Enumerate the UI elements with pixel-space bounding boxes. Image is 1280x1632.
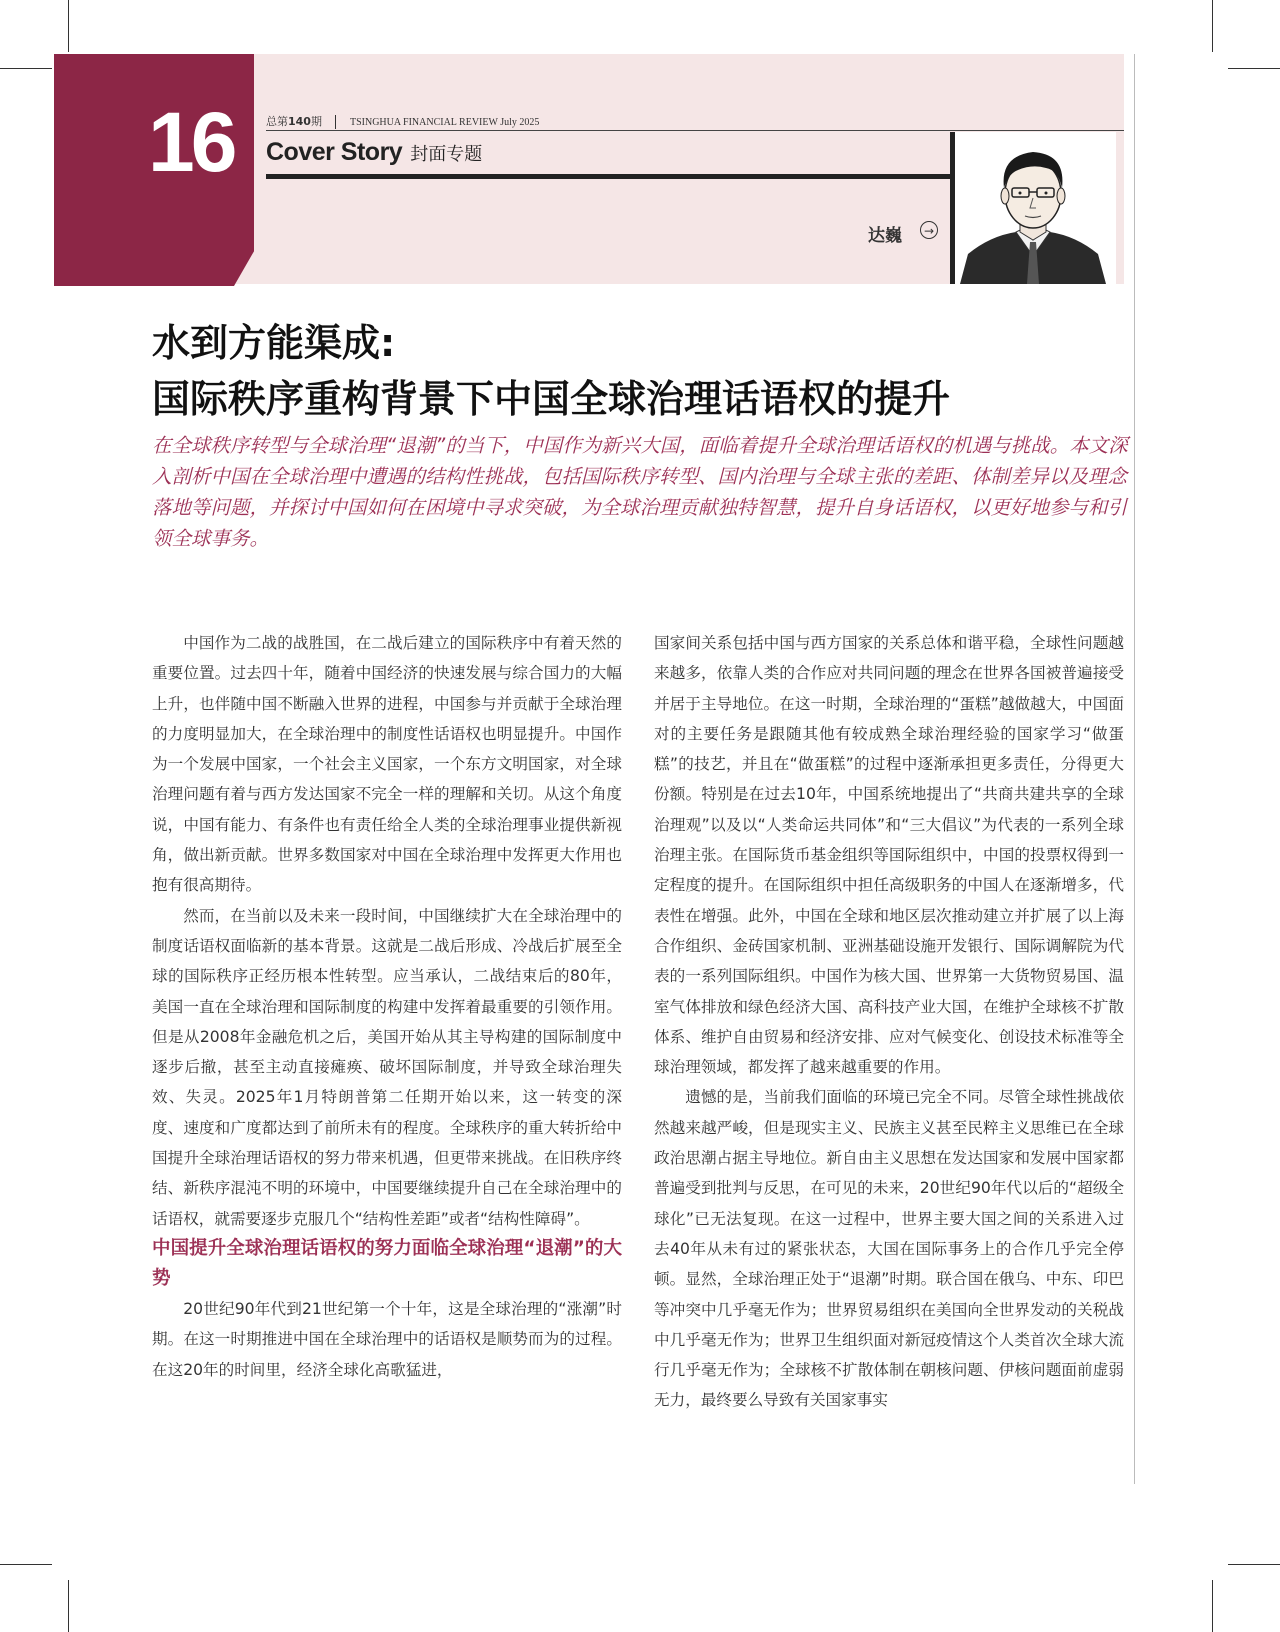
crop-mark [1228,68,1280,69]
issue-separator [335,115,336,129]
body-paragraph: 国家间关系包括中国与西方国家的关系总体和谐平稳，全球性问题越来越多，依靠人类的合作应对共同问题的理念在世界各国被普遍接受并居于主导地位。在这一时期，全球治理的“蛋糕”越做越大，中国面对的主要任务是跟随其他有较成熟全球治理经验的国家学习“做蛋糕”的技艺，并且在“做蛋糕”的过程中逐渐承担更多责任，分得更大份额。特别是在过去10年，中国系统地提出了“共商共建共享的全球治理观”以及以“人类命运共同体”和“三大倡议”为代表的一系列全球治理主张。在国际货币基金组织等国际组织中，中国的投票权得到一定程度的提升。在国际组织中担任高级职务的中国人在逐渐增多，代表性在增强。此外，中国在全球和地区层次推动建立并扩展了以上海合作组织、金砖国家机制、亚洲基础设施开发银行、国际调解院为代表的一系列国际组织。中国作为核大国、世界第一大货物贸易国、温室气体排放和绿色经济大国、高科技产业大国，在维护全球核不扩散体系、维护自由贸易和经济安排、应对气候变化、创设技术标准等全球治理领域，都发挥了越来越重要的作用。 [654,634,1124,1077]
crop-mark [1228,1564,1280,1565]
crop-mark [68,0,69,52]
section-rule [266,174,952,179]
crop-mark [1212,0,1213,52]
portrait-frame-bar [950,132,955,284]
issue-prefix: 总第 [266,115,288,128]
crop-mark [0,68,52,69]
column-rule [1134,54,1135,1484]
portrait-sketch-icon [950,132,1116,284]
crop-mark [68,1580,69,1632]
issue-suffix: 期 [310,115,322,128]
section-title-en: Cover Story [266,138,403,166]
issue-number: 140 [288,115,311,128]
author-name: 达巍 [868,226,902,246]
magazine-name: TSINGHUA FINANCIAL REVIEW July 2025 [349,117,540,128]
section-title-cn: 封面专题 [410,144,483,165]
crop-mark [1212,1580,1213,1632]
section-subhead: 中国提升全球治理话语权的努力面临全球治理“退潮”的大势 [152,1237,622,1289]
body-paragraph: 中国作为二战的战胜国，在二战后建立的国际秩序中有着天然的重要位置。过去四十年，随着中国经济的快速发展与综合国力的大幅上升，也伴随中国不断融入世界的进程，中国参与并贡献于全球治理的力度明显加大，在全球治理中的制度性话语权也明显提升。中国作为一个发展中国家，一个社会主义国家，一个东方文明国家，对全球治理问题有着与西方发达国家不完全一样的理解和关切。从这个角度说，中国有能力、有条件也有责任给全人类的全球治理事业提供新视角，做出新贡献。世界多数国家对中国在全球治理中发挥更大作用也抱有很高期待。 [152,634,622,895]
body-column-left [152,628,622,1385]
section-label [266,138,482,167]
article-lede: 在全球秩序转型与全球治理“退潮”的当下，中国作为新兴大国，面临着提升全球治理话语权的机遇与挑战。本文深入剖析中国在全球治理中遭遇的结构性挑战，包括国际秩序转型、国内治理与全球主张的差距、体制差异以及理念落地等问题，并探讨中国如何在困境中寻求突破，为全球治理贡献独特智慧，提升自身话语权，以更好地参与和引领全球事务。 [152,434,1128,550]
body-column-right [654,628,1124,1416]
header-rule [266,130,1124,131]
arrow-right-circle-icon: → [920,221,938,239]
crop-mark [0,1564,52,1565]
body-paragraph: 然而，在当前以及未来一段时间，中国继续扩大在全球治理中的制度话语权面临新的基本背景。这就是二战后形成、冷战后扩展至全球的国际秩序正经历根本性转型。应当承认，二战结束后的80年，美国一直在全球治理和国际制度的构建中发挥着最重要的引领作用。但是从2008年金融危机之后，美国开始从其主导构建的国际制度中逐步后撤，甚至主动直接瘫痪、破坏国际制度，并导致全球治理失效、失灵。2025年1月特朗普第二任期开始以来，这一转变的深度、速度和广度都达到了前所未有的程度。全球秩序的重大转折给中国提升全球治理话语权的努力带来机遇，但更带来挑战。在旧秩序终结、新秩序混沌不明的环境中，中国要继续提升自己在全球治理中的话语权，就需要逐步克服几个“结构性差距”或者“结构性障碍”。 [152,906,622,1228]
author-portrait [950,132,1116,284]
issue-line [266,113,539,129]
body-paragraph: 20世纪90年代到21世纪第一个十年，这是全球治理的“涨潮”时期。在这一时期推进中国在全球治理中的话语权是顺势而为的过程。在这20年的时间里，经济全球化高歌猛进， [152,1299,622,1379]
page-number: 16 [148,95,234,189]
article-title [152,315,950,427]
article-title-line2: 国际秩序重构背景下中国全球治理话语权的提升 [152,377,951,421]
article-title-line1: 水到方能渠成: [152,321,396,365]
body-paragraph: 遗憾的是，当前我们面临的环境已完全不同。尽管全球性挑战依然越来越严峻，但是现实主义、民族主义甚至民粹主义思维已在全球政治思潮占据主导地位。新自由主义思想在发达国家和发展中国家都普遍受到批判与反思，在可见的未来，20世纪90年代以后的“超级全球化”已无法复现。在这一过程中，世界主要大国之间的关系进入过去40年从未有过的紧张状态，大国在国际事务上的合作几乎完全停顿。显然，全球治理正处于“退潮”时期。联合国在俄乌、中东、印巴等冲突中几乎毫无作为；世界贸易组织在美国向全世界发动的关税战中几乎毫无作为；世界卫生组织面对新冠疫情这个人类首次全球大流行几乎毫无作为；全球核不扩散体制在朝核问题、伊核问题面前虚弱无力，最终要么导致有关国家事实 [654,1088,1124,1410]
